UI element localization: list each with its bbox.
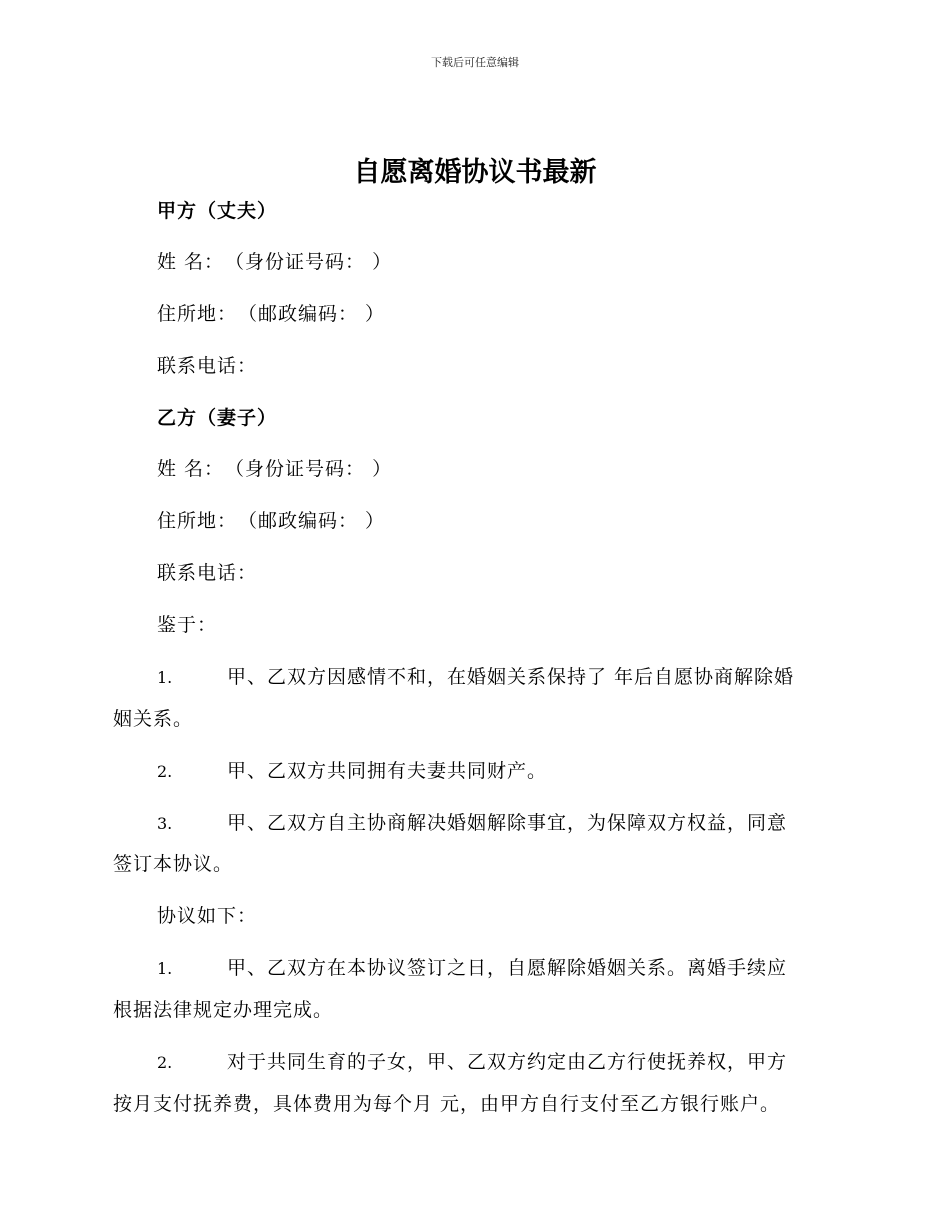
party-b-heading: 乙方（妻子）	[157, 407, 278, 429]
header-note: 下载后可任意编辑	[431, 56, 519, 69]
whereas-label: 鉴于：	[157, 614, 218, 636]
party-a-name-line: 姓 名： （身份证号码： ）	[157, 251, 393, 273]
agreement-item-2-continued: 按月支付抚养费，具体费用为每个月 元，由甲方自行支付至乙方银行账户。	[113, 1093, 781, 1115]
party-b-phone-line: 联系电话：	[157, 562, 258, 584]
whereas-item-3-continued: 签订本协议。	[113, 853, 234, 875]
whereas-item-3	[157, 810, 787, 837]
item-number: 1.	[157, 959, 173, 978]
item-text: 甲、乙双方共同拥有夫妻共同财产。	[227, 760, 548, 782]
party-b-name-line: 姓 名： （身份证号码： ）	[157, 458, 393, 480]
whereas-item-2	[157, 758, 547, 785]
party-b-address-line: 住所地： （邮政编码： ）	[157, 510, 386, 532]
agreement-item-1	[157, 955, 787, 982]
item-text: 甲、乙双方在本协议签订之日，自愿解除婚姻关系。离婚手续应	[227, 957, 788, 979]
item-number: 2.	[157, 762, 173, 781]
document-title: 自愿离婚协议书最新	[353, 157, 597, 188]
item-text: 对于共同生育的子女，甲、乙双方约定由乙方行使抚养权，甲方	[227, 1051, 788, 1073]
whereas-item-1	[157, 664, 794, 691]
party-a-heading: 甲方（丈夫）	[157, 200, 278, 222]
agreement-item-1-continued: 根据法律规定办理完成。	[113, 999, 334, 1021]
item-number: 1.	[157, 668, 173, 687]
item-number: 3.	[157, 814, 173, 833]
agreement-label: 协议如下：	[157, 905, 258, 927]
item-text: 甲、乙双方因感情不和，在婚姻关系保持了 年后自愿协商解除婚	[227, 666, 795, 688]
whereas-item-1-continued: 姻关系。	[113, 708, 194, 730]
agreement-item-2	[157, 1049, 787, 1076]
item-number: 2.	[157, 1053, 173, 1072]
party-a-address-line: 住所地： （邮政编码： ）	[157, 303, 386, 325]
party-a-phone-line: 联系电话：	[157, 355, 258, 377]
item-text: 甲、乙双方自主协商解决婚姻解除事宜，为保障双方权益，同意	[227, 812, 788, 834]
